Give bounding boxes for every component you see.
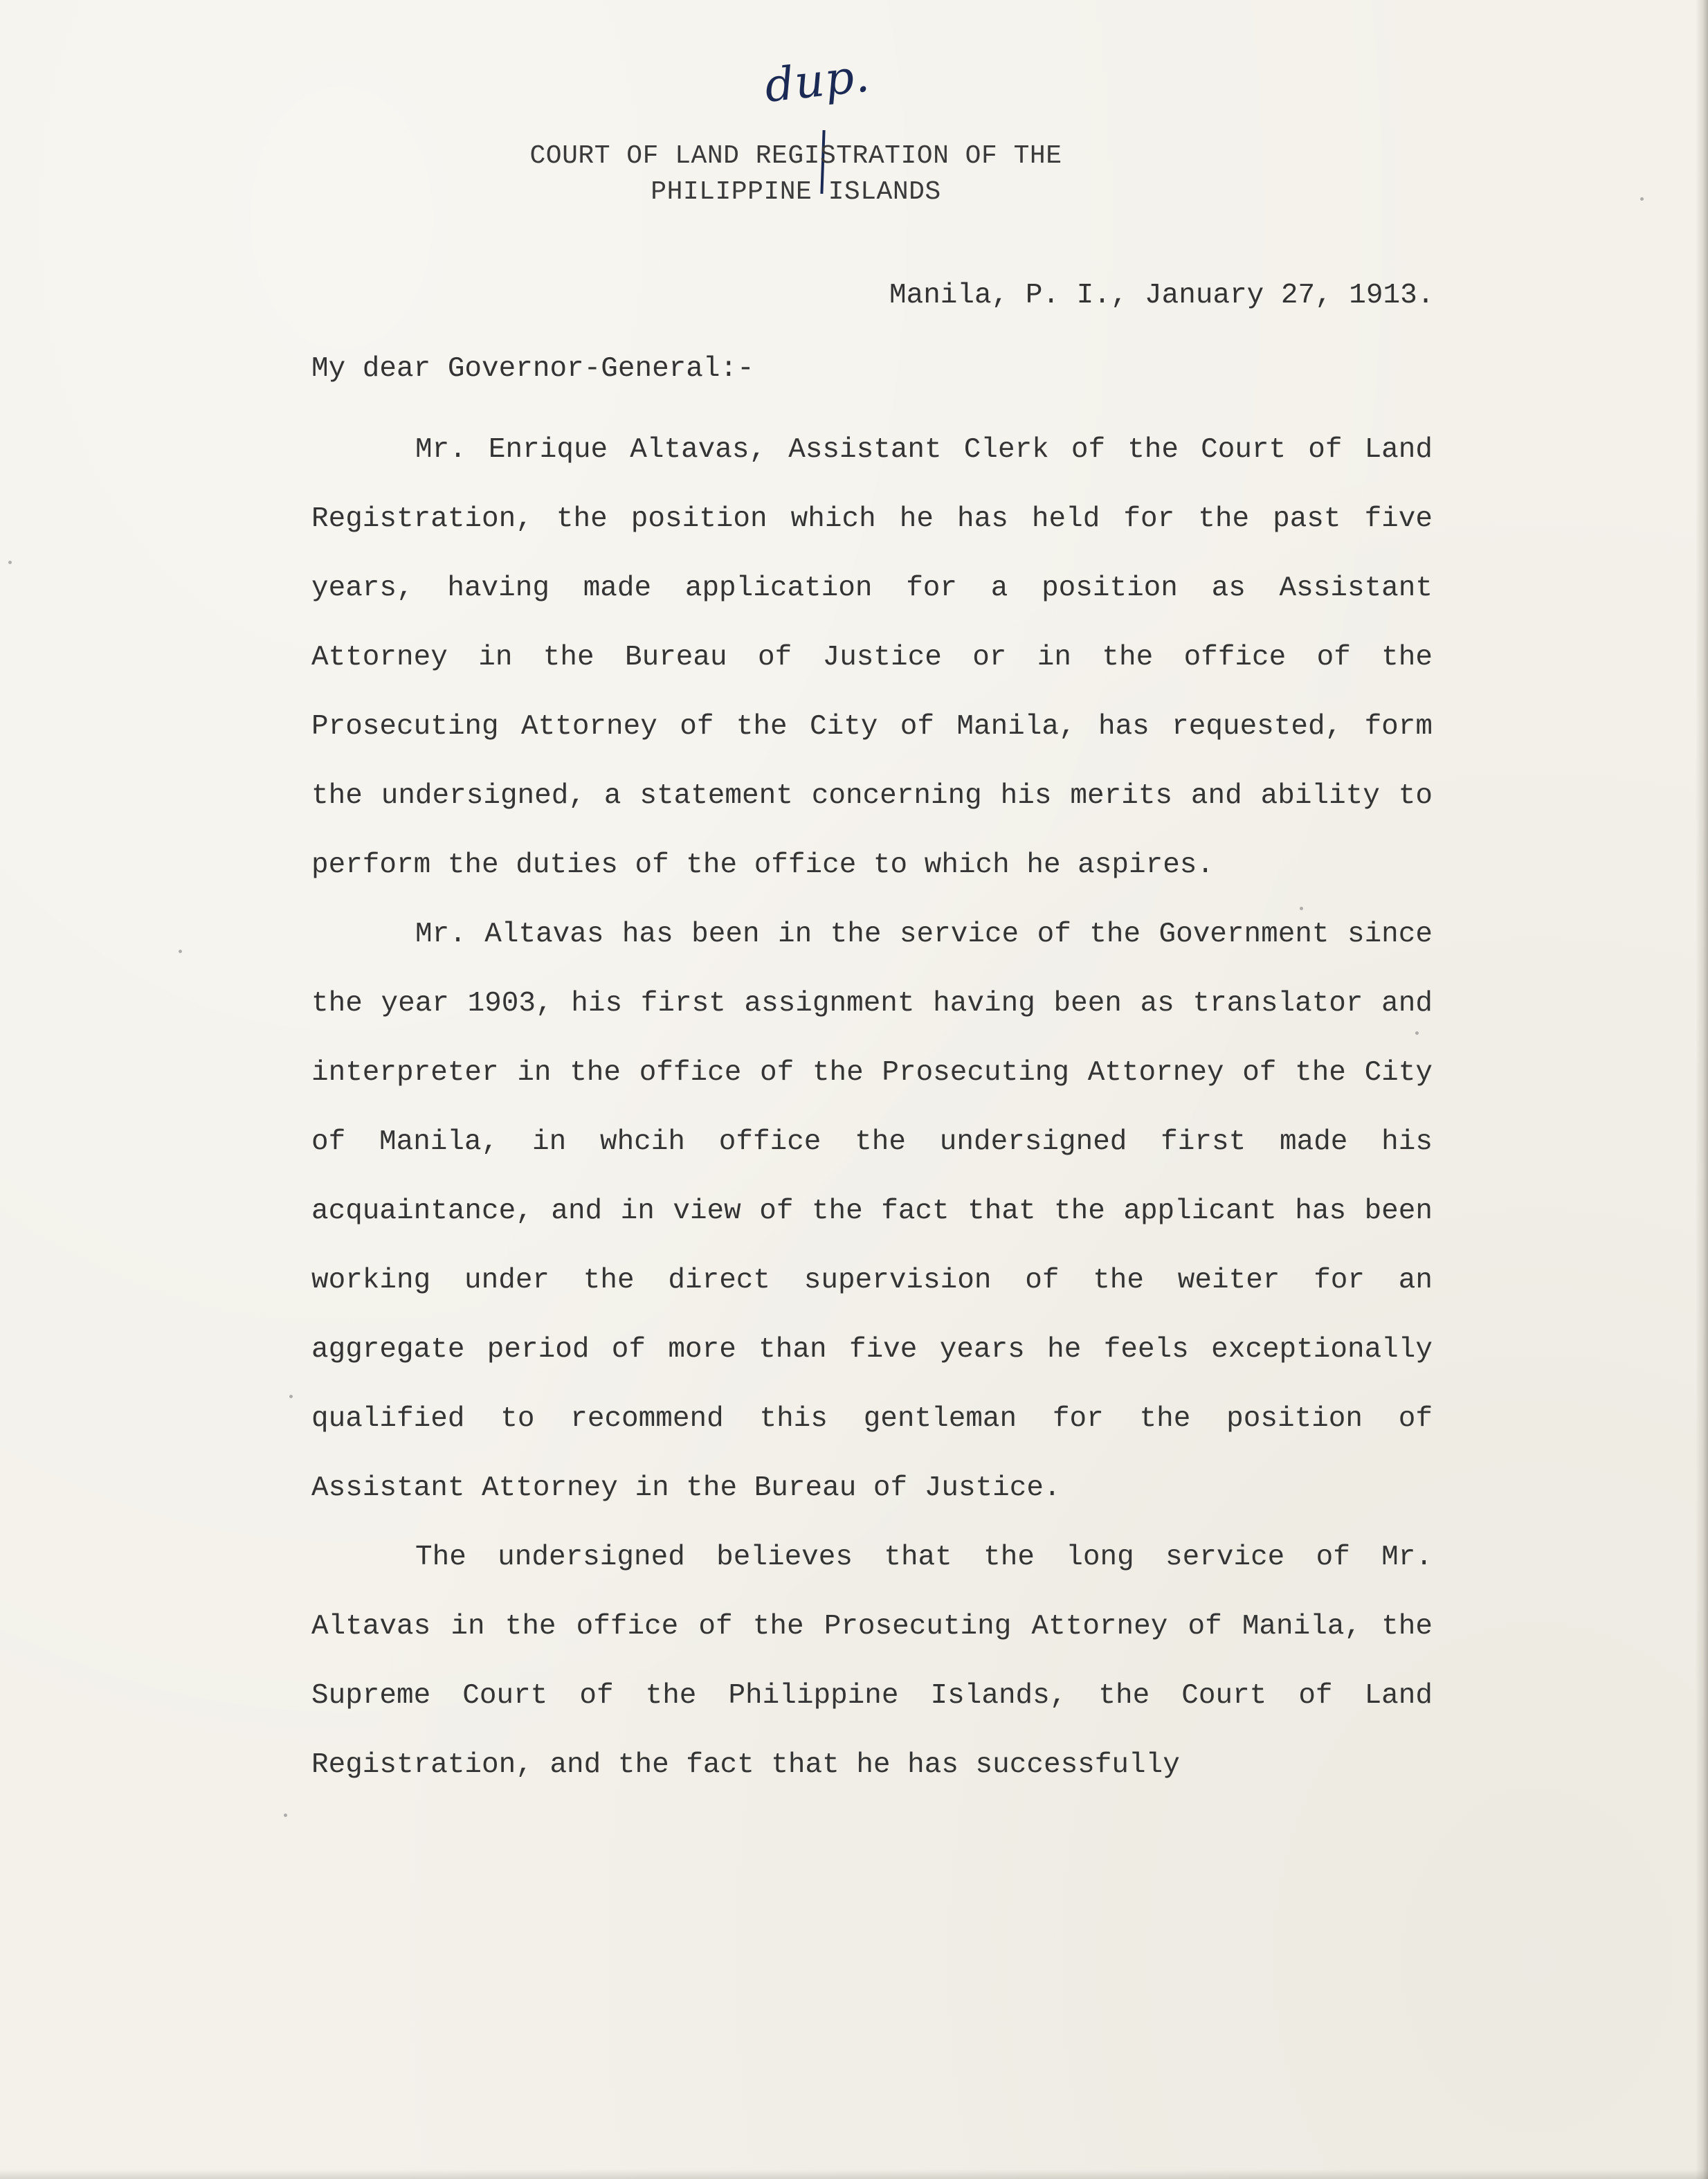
paragraph-1: Mr. Enrique Altavas, Assistant Clerk of the Court of Land Registration, the position which he has held for the past five years, having made application for a position as Assistant Attorney in the Bureau of Justice or in the office of the Prosecuting Attorney of the City of Manila, has requested, form the undersigned, a statement concerning his merits and ability to perform the duties of the office to which he aspires. [311, 434, 1433, 881]
letterhead-line-2: PHILIPPINE ISLANDS [651, 177, 941, 207]
salutation: My dear Governor-General:- [311, 353, 754, 385]
letter-body [311, 415, 1433, 1800]
scan-footer-strip [0, 2169, 1708, 2179]
letterhead-line-1: COURT OF LAND REGISTRATION OF THE [529, 141, 1062, 171]
paper-speck [1300, 907, 1303, 910]
handwritten-annotation: dup. [762, 48, 873, 113]
paper-speck [1415, 1031, 1419, 1035]
paper-speck [179, 950, 182, 953]
paragraph-3: The undersigned believes that the long service of Mr. Altavas in the office of the Prosecuting Attorney of Manila, the Supreme Court of the Philippine Islands, the Court of Land Registration, and the fact that he has successfully [311, 1541, 1433, 1781]
paragraph-2: Mr. Altavas has been in the service of the Government since the year 1903, his first assignment having been as translator and interpreter in the office of the Prosecuting Attorney of the City of Manila, in whcih office the undersigned first made his acquaintance, and in view of the fact that the applicant has been working under the direct supervision of the weiter for an aggregate period of more than five years he feels exceptionally qualified to recommend this gentleman for the position of Assistant Attorney in the Bureau of Justice. [311, 919, 1433, 1504]
paper-speck [8, 561, 12, 564]
paper-speck [1640, 197, 1644, 201]
letter-date: Manila, P. I., January 27, 1913. [889, 280, 1435, 311]
paper-speck [284, 1814, 287, 1817]
letterhead [484, 138, 1107, 210]
paper-speck [289, 1395, 293, 1398]
page-edge-shadow [1696, 0, 1708, 2179]
